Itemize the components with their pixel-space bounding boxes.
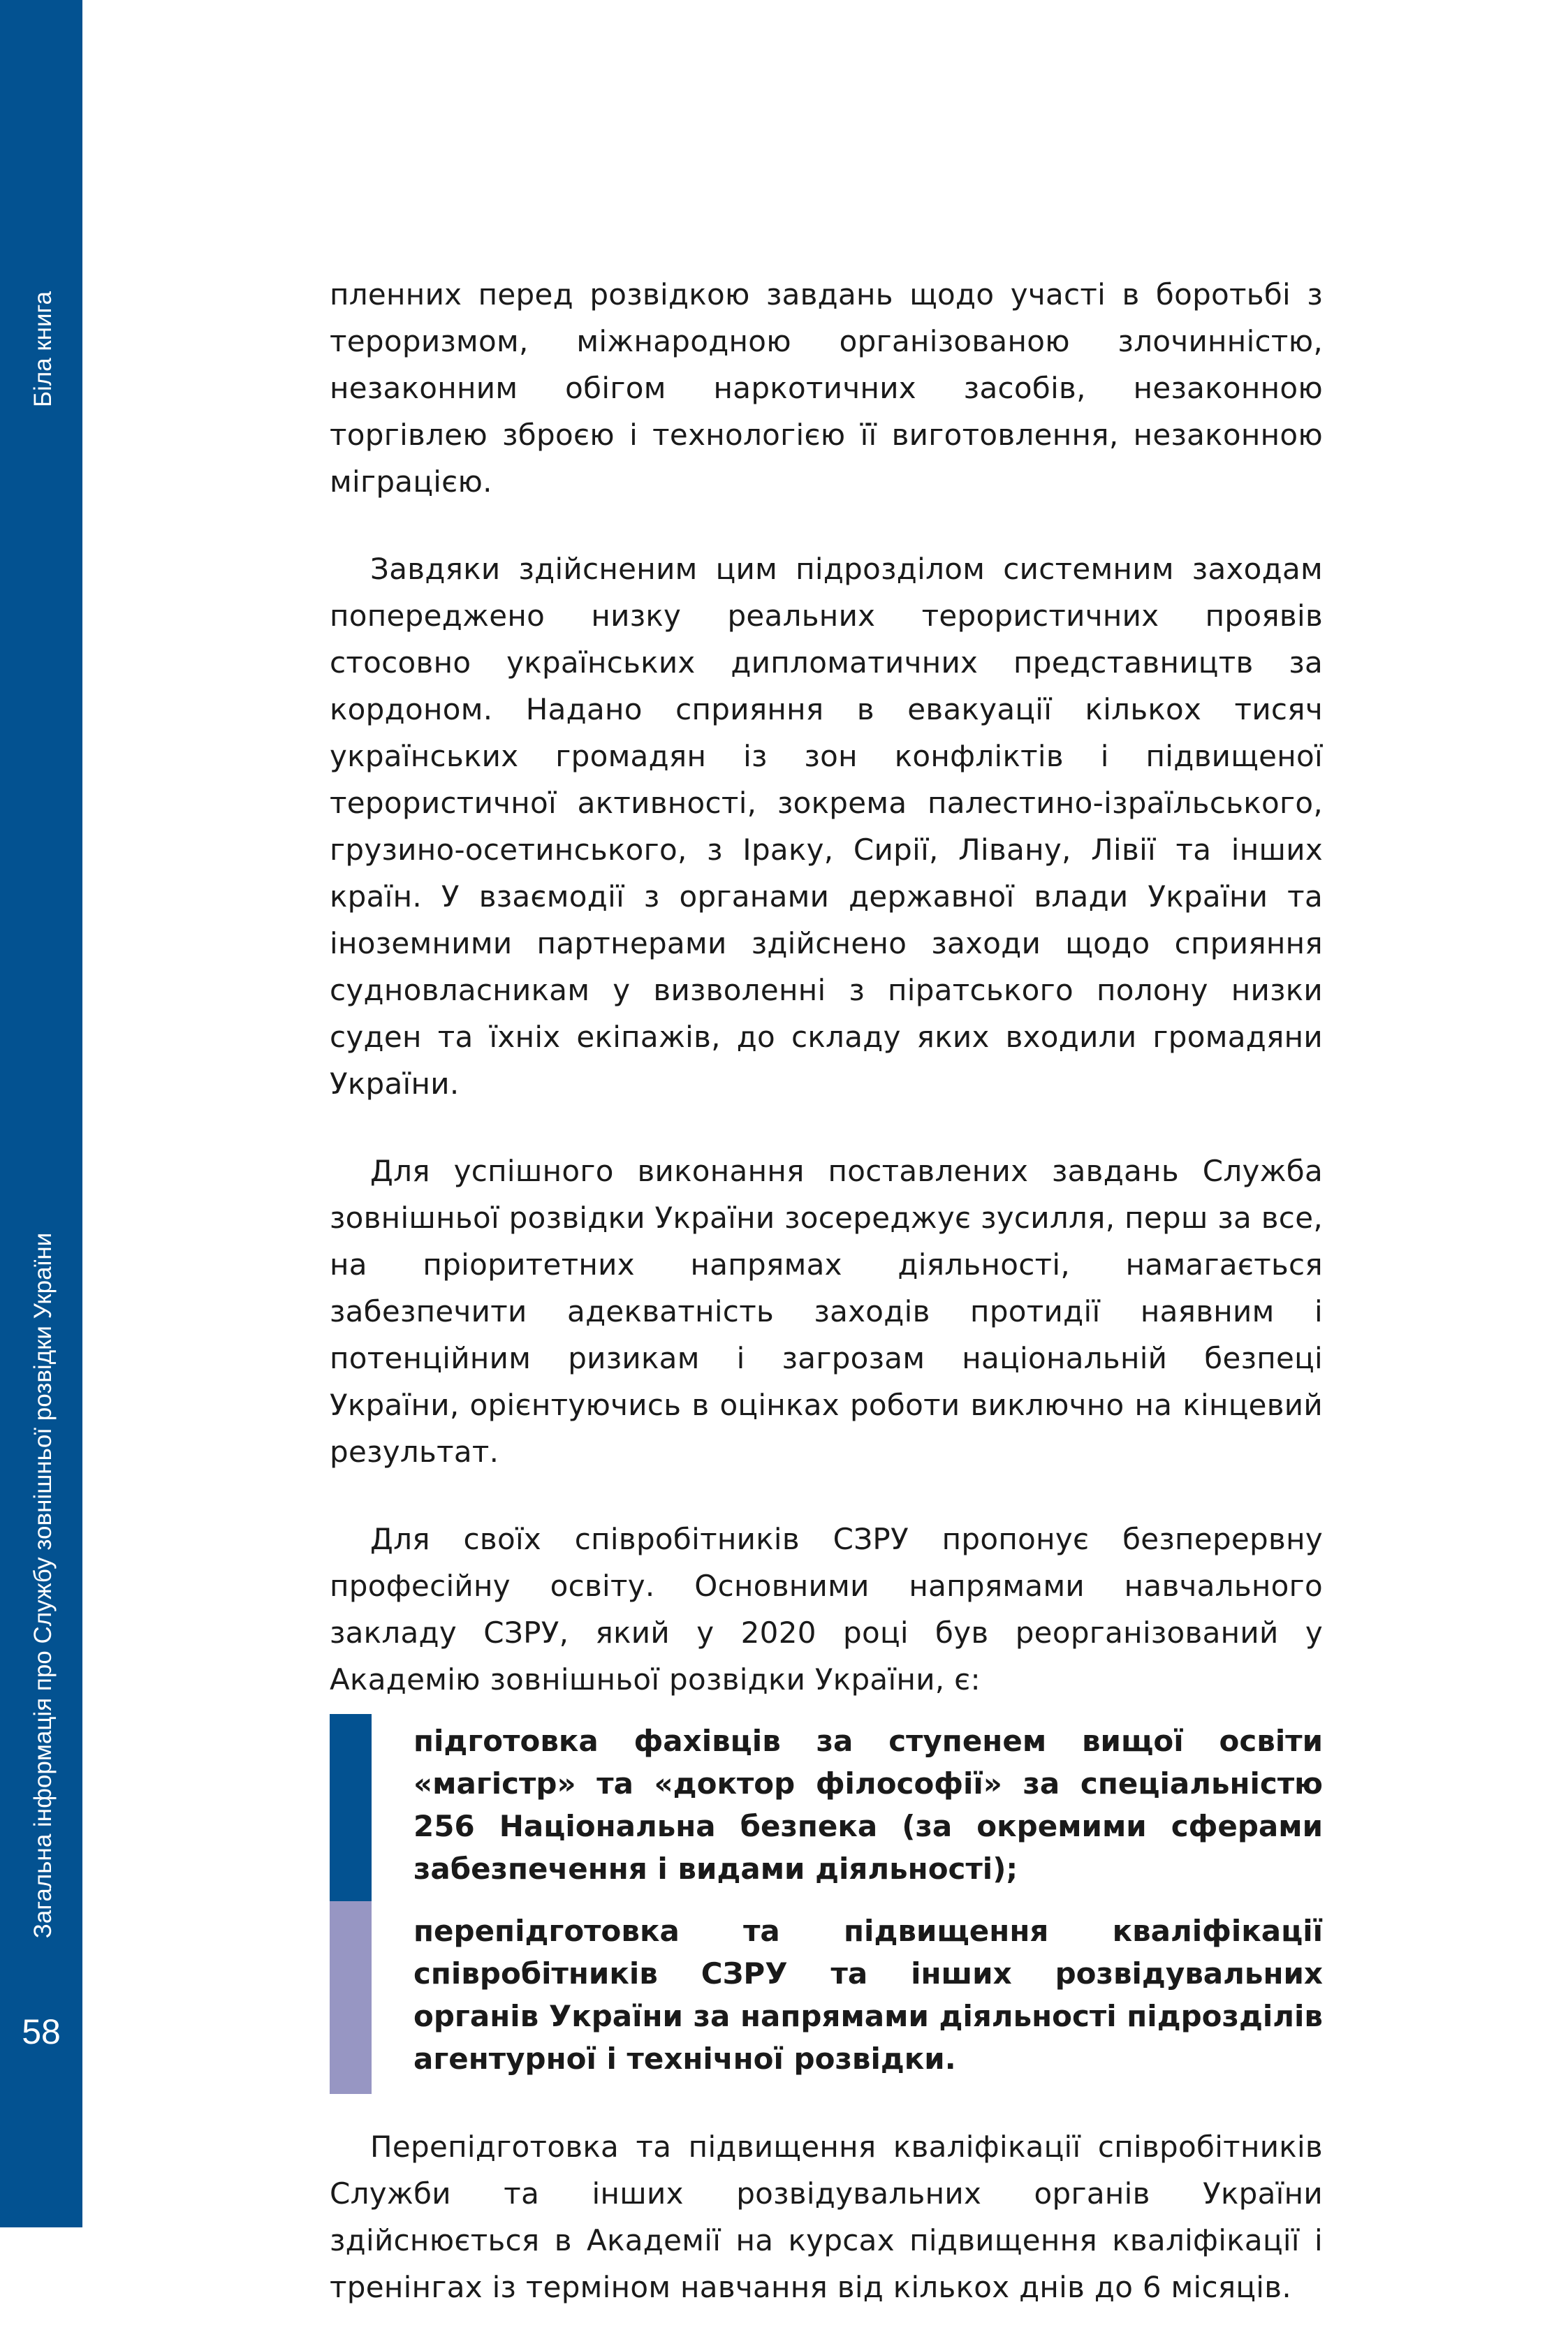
paragraph-3: Для успішного виконання поставлених завдань Служба зовнішньої розвідки України зосереджує зусилля, перш за все, на пріоритетних напрямах діяльності, намагається забезпечити адекватність заходів протидії наявним і потенційним ризикам і загрозам національній безпеці України, орієнтуючись в оцінках роботи виключно на кінцевий результат. bbox=[330, 1154, 1323, 1469]
sidebar-header bbox=[4, 279, 82, 419]
sidebar-section-title bbox=[4, 1180, 82, 1991]
sidebar-header-text: Біла книга bbox=[29, 291, 57, 408]
sidebar-section-title-text: Загальна інформація про Службу зовнішньої розвідки України bbox=[29, 1232, 57, 1939]
bullet-bar-dark bbox=[330, 1714, 372, 1901]
page-number: 58 bbox=[22, 2012, 61, 2051]
bullet-item-1-text: підготовка фахівців за ступенем вищої освіти «магістр» та «доктор філософії» за спеціальністю 256 Національна безпека (за окремими сферами забезпечення і видами діяльності); bbox=[413, 1724, 1323, 1886]
paragraph-4: Для своїх співробітників СЗРУ пропонує безперервну професійну освіту. Основними напрямами навчального закладу СЗРУ, який у 2020 році був реорганізований у Академію зовнішньої розвідки України, є: bbox=[330, 1522, 1323, 1697]
main-content bbox=[330, 271, 1323, 2351]
sidebar bbox=[0, 0, 82, 2227]
bullet-item-2 bbox=[330, 1901, 1323, 2094]
paragraph-1: пленних перед розвідкою завдань щодо участі в боротьбі з тероризмом, міжнародною організованою злочинністю, незаконним обігом наркотичних засобів, незаконною торгівлею зброєю і технологією її виготовлення, незаконною міграцією. bbox=[330, 277, 1323, 499]
bullet-item-2-text: перепідготовка та підвищення кваліфікації співробітників СЗРУ та інших розвідувальних органів України за напрямами діяльності підрозділів агентурної і технічної розвідки. bbox=[413, 1914, 1323, 2076]
paragraph-2: Завдяки здійсненим цим підрозділом системним заходам попереджено низку реальних терористичних проявів стосовно українських дипломатичних представництв за кордоном. Надано сприяння в евакуації кількох тисяч українських громадян із зон конфліктів і підвищеної терористичної активності, зокрема палестино-ізраїльського, грузино-осетинського, з Іраку, Сирії, Лівану, Лівії та інших країн. У взаємодії з органами державної влади України та іноземними партнерами здійснено заходи щодо сприяння судновласникам у визволенні з піратського полону низки суден та їхніх екіпажів, до складу яких входили громадяни України. bbox=[330, 552, 1323, 1101]
bullet-list bbox=[330, 1714, 1323, 2094]
paragraph-5: Перепідготовка та підвищення кваліфікації співробітників Служби та інших розвідувальних органів України здійснюється в Академії на курсах підвищення кваліфікації і тренінгах із терміном навчання від кількох днів до 6 місяців. bbox=[330, 2130, 1323, 2304]
bullet-bar-light bbox=[330, 1901, 372, 2094]
bullet-item-1 bbox=[330, 1714, 1323, 1901]
